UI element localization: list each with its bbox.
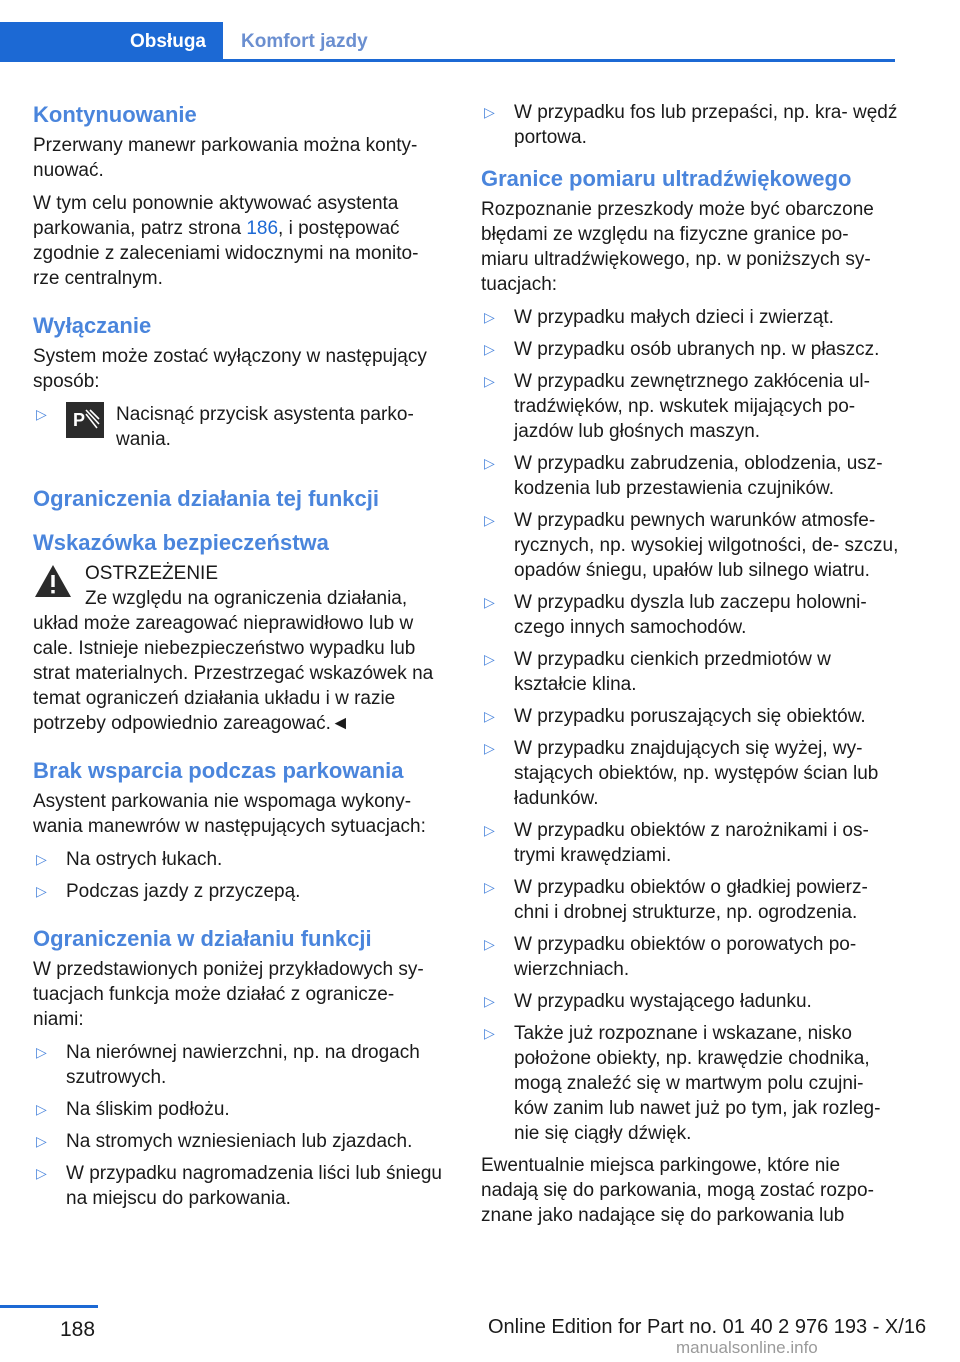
list-item xyxy=(481,100,899,150)
paragraph: Asystent parkowania nie wspomaga wykony‐ wania manewrów w następujących sytuacjach: xyxy=(33,791,426,837)
bullet-icon: ▷ xyxy=(36,883,47,899)
bullet-icon: ▷ xyxy=(484,455,495,471)
section-title-ograniczenia: Ograniczenia działania tej funkcji xyxy=(33,486,379,511)
bullet-icon: ▷ xyxy=(36,851,47,867)
svg-text:P: P xyxy=(73,410,86,430)
bullet-icon: ▷ xyxy=(484,879,495,895)
list-item-text: W przypadku wystającego ładunku. xyxy=(514,991,812,1012)
list-item-text: Na ostrych łukach. xyxy=(66,849,223,870)
list-item xyxy=(481,369,899,444)
list-item-text: W przypadku zabrudzenia, oblodzenia, usz‐ kodzenia lub przestawienia czujników. xyxy=(514,453,883,499)
paragraph: W przedstawionych poniżej przykładowych sy‐ tuacjach funkcja może działać z ogranicze‐ niami: xyxy=(33,959,424,1030)
list-item-text: W przypadku obiektów z narożnikami i os‐ trymi krawędziami. xyxy=(514,820,869,866)
warning-text: układ może zareagować nieprawidłowo lub w cale. Istnieje niebezpieczeństwo wypadku lub strat materialnych. Przestrzegać wskazówek na temat ograniczeń działania układu i w razie potrzeby odpowiednio zareagować.◄ xyxy=(33,613,434,734)
list-item xyxy=(481,305,899,330)
section-title-wylaczanie: Wyłączanie xyxy=(33,313,152,338)
warning-box xyxy=(33,561,449,736)
paragraph: System może zostać wyłączony w następujący sposób: xyxy=(33,346,427,392)
list-item-text: Na nierównej nawierzchni, np. na drogach szutrowych. xyxy=(66,1042,420,1088)
list-item-text: W przypadku osób ubranych np. w płaszcz. xyxy=(514,339,880,360)
list-item-text: W przypadku zewnętrznego zakłócenia ul‐ tradźwięków, np. wskutek mijających po‐ jazdów lub głośnych maszyn. xyxy=(514,371,870,442)
list-item-text: W przypadku cienkich przedmiotów w kształcie klina. xyxy=(514,649,831,695)
list xyxy=(33,847,449,904)
page-number: 188 xyxy=(60,1318,96,1341)
list xyxy=(481,305,899,1146)
list-item-text: W przypadku poruszających się obiektów. xyxy=(514,706,866,727)
bullet-icon: ▷ xyxy=(484,341,495,357)
bullet-icon: ▷ xyxy=(484,936,495,952)
section-title-ograniczenia-w-dzialaniu: Ograniczenia w działaniu funkcji xyxy=(33,926,372,951)
list-item xyxy=(481,508,899,583)
bullet-icon: ▷ xyxy=(36,1165,47,1181)
tab-komfort-jazdy[interactable]: Komfort jazdy xyxy=(241,31,368,52)
list-item xyxy=(33,1161,449,1211)
bullet-icon: ▷ xyxy=(484,1025,495,1041)
section-title-kontynuowanie: Kontynuowanie xyxy=(33,102,197,127)
list-item xyxy=(481,875,899,925)
warning-first-line: Ze względu na ograniczenia działania, xyxy=(85,588,408,609)
right-column xyxy=(481,100,899,1236)
list-item xyxy=(33,879,449,904)
bullet-icon: ▷ xyxy=(36,1133,47,1149)
list-item xyxy=(33,402,449,464)
paragraph: Ewentualnie miejsca parkingowe, które nie nadają się do parkowania, mogą zostać rozpo‐ znane jako nadające się do parkowania lub xyxy=(481,1155,874,1226)
tab-obsluga[interactable]: Obsługa xyxy=(0,22,223,62)
bullet-icon: ▷ xyxy=(36,1044,47,1060)
bullet-icon: ▷ xyxy=(484,822,495,838)
bullet-icon: ▷ xyxy=(484,373,495,389)
list-item xyxy=(33,1040,449,1090)
bullet-icon: ▷ xyxy=(484,740,495,756)
list-item-text: W przypadku pewnych warunków atmosfe‐ rycznych, np. wysokiej wilgotności, de‐ szczu, opadów śniegu, upałów lub silnego wiatru. xyxy=(514,510,899,581)
list-item xyxy=(481,704,899,729)
list-item xyxy=(33,1097,449,1122)
left-column xyxy=(33,100,449,1218)
list-item xyxy=(33,1129,449,1154)
section-title-wskazowka: Wskazówka bezpieczeństwa xyxy=(33,530,329,555)
text: , i postępować zgodnie z zaleceniami widocznymi na monito‐ rze centralnym. xyxy=(33,218,419,289)
list-item xyxy=(481,451,899,501)
page-link[interactable]: 186 xyxy=(246,218,279,239)
list-item-text: W przypadku nagromadzenia liści lub śniegu na miejscu do parkowania. xyxy=(66,1163,442,1209)
warning-heading: OSTRZEŻENIE xyxy=(85,563,219,584)
list-item xyxy=(481,647,899,697)
list-item xyxy=(481,337,899,362)
bullet-icon: ▷ xyxy=(36,1101,47,1117)
list-item-text: W przypadku obiektów o porowatych po‐ wierzchniach. xyxy=(514,934,857,980)
bullet-icon: ▷ xyxy=(484,309,495,325)
list-item xyxy=(481,590,899,640)
bullet-icon: ▷ xyxy=(484,651,495,667)
section-title-brak-wsparcia: Brak wsparcia podczas parkowania xyxy=(33,758,404,783)
bullet-icon: ▷ xyxy=(484,512,495,528)
list-item-text: Na stromych wzniesieniach lub zjazdach. xyxy=(66,1131,413,1152)
list-item-text: W przypadku fos lub przepaści, np. kra‐ wędź portowa. xyxy=(514,102,898,148)
text: W tym celu ponownie aktywować asystenta parkowania, patrz strona xyxy=(33,193,399,239)
list-item xyxy=(481,932,899,982)
list-item-text: W przypadku obiektów o gładkiej powierz‐ chni i drobnej strukturze, np. ogrodzenia. xyxy=(514,877,868,923)
edition-note: Online Edition for Part no. 01 40 2 976 193 - X/16 xyxy=(488,1316,927,1338)
bullet-icon: ▷ xyxy=(484,104,495,120)
bullet-icon: ▷ xyxy=(484,993,495,1009)
list-item-text: Także już rozpoznane i wskazane, nisko położone obiekty, np. krawędzie chodnika, mogą znaleźć się w martwym polu czujni‐ ków zanim lub nawet już po tym, jak rozleg‐ nie się ciągły dźwięk. xyxy=(514,1023,881,1144)
footer-rule xyxy=(0,1305,98,1308)
paragraph: Rozpoznanie przeszkody może być obarczone błędami ze względu na fizyczne granice po‐ miaru ultradźwiękowego, np. w poniższych sy‐ tuacjach: xyxy=(481,199,874,295)
list-item-text: W przypadku małych dzieci i zwierząt. xyxy=(514,307,834,328)
list-item xyxy=(481,1021,899,1146)
list-item xyxy=(481,818,899,868)
bullet-icon: ▷ xyxy=(484,708,495,724)
header-tabs xyxy=(0,22,895,62)
bullet-icon: ▷ xyxy=(484,594,495,610)
header-rule xyxy=(0,59,895,62)
list xyxy=(481,100,899,150)
section-title-granice-pomiaru: Granice pomiaru ultradźwiękowego xyxy=(481,166,852,191)
bullet-icon: ▷ xyxy=(36,406,47,422)
watermark: manualsonline.info xyxy=(676,1338,818,1357)
list-item-text: Podczas jazdy z przyczepą. xyxy=(66,881,301,902)
list-item xyxy=(33,847,449,872)
list-item xyxy=(481,736,899,811)
list-item-text: Nacisnąć przycisk asystenta parko‐ wania. xyxy=(116,404,414,450)
paragraph xyxy=(33,191,449,291)
list-item-text: W przypadku znajdujących się wyżej, wy‐ stających obiektów, np. występów ścian lub ładunków. xyxy=(514,738,879,809)
list xyxy=(33,1040,449,1211)
paragraph: Przerwany manewr parkowania można konty‐ nuować. xyxy=(33,135,418,181)
list-item-text: Na śliskim podłożu. xyxy=(66,1099,230,1120)
list-item-text: W przypadku dyszla lub zaczepu holowni‐ czego innych samochodów. xyxy=(514,592,867,638)
list-item xyxy=(481,989,899,1014)
warning-triangle-icon xyxy=(33,563,73,606)
parking-assistant-button-icon xyxy=(66,402,104,438)
